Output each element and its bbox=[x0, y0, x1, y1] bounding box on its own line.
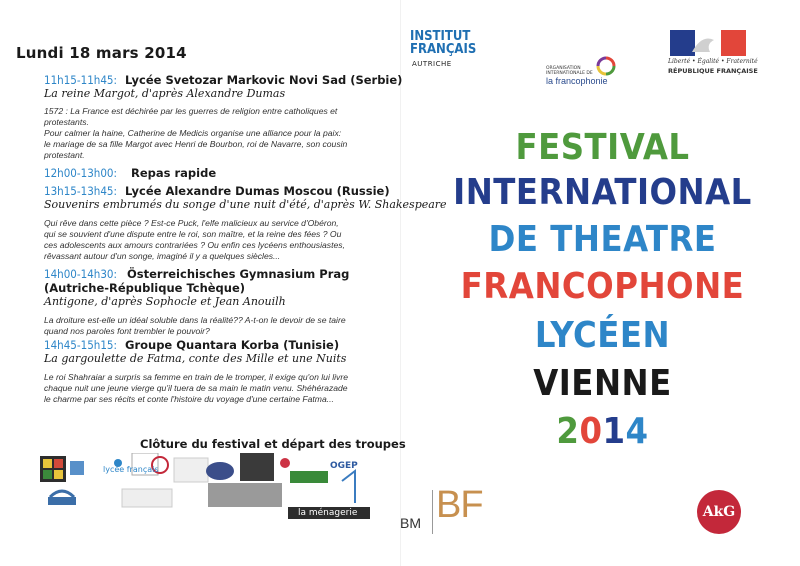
entry-time: 14h00-14h30: bbox=[44, 267, 117, 281]
akg-logo: AkG bbox=[697, 490, 741, 534]
title-year bbox=[405, 411, 800, 452]
francophonie-logo-text: la francophonie bbox=[546, 76, 608, 86]
entry-time: 11h15-11h45: bbox=[44, 73, 117, 87]
entry-play: La gargoulette de Fatma, conte des Mille et une Nuits bbox=[44, 352, 347, 365]
title-line-theatre: DE THEATRE bbox=[488, 219, 717, 260]
bm-logo: BM bbox=[400, 515, 421, 531]
program-entry-4 bbox=[44, 267, 349, 337]
program-entry-1 bbox=[44, 73, 402, 161]
entry-time: 13h15-13h45: bbox=[44, 184, 117, 198]
program-entry-3 bbox=[44, 184, 447, 262]
entry-description: Le roi Shahraiar a surpris sa femme en train de le tromper, il exige qu'on lui livre chaque nuit une jeune vierge qu'il tuera de sa main le matin venu. Shéhérazade le charme par ses récits et conte l'histoire du voyage d'une certaine Fatma... bbox=[44, 372, 348, 404]
title-line-international: INTERNATIONAL bbox=[453, 172, 752, 213]
francophonie-org: ORGANISATION INTERNATIONALE DE bbox=[546, 66, 593, 76]
entry-school: Groupe Quantara Korba (Tunisie) bbox=[125, 338, 340, 352]
sponsor-logos bbox=[40, 453, 380, 523]
entry-play: Souvenirs embrumés du songe d'une nuit d'été, d'après W. Shakespeare bbox=[44, 198, 447, 211]
entry-play: La reine Margot, d'après Alexandre Dumas bbox=[44, 87, 286, 100]
entry-description: 1572 : La France est déchirée par les guerres de religion entre catholiques et protestants. Pour calmer la haine, Catherine de Medicis organise une alliance pour la paix: le mariage de sa fille Margot avec Henri de Bourbon, roi de Navarre, son cousin protestant. bbox=[44, 106, 348, 160]
institut-francais-logo: INSTITUT FRANÇAIS bbox=[410, 29, 477, 57]
bf-logo: BF bbox=[436, 484, 483, 526]
entry-school: Lycée Svetozar Markovic Novi Sad (Serbie) bbox=[125, 73, 403, 87]
title-line-francophone: FRANCOPHONE bbox=[460, 266, 745, 307]
year-digit: 0 bbox=[579, 411, 603, 452]
sponsor-ogep: OGEP bbox=[330, 461, 358, 471]
entry-description: Qui rêve dans cette pièce ? Est-ce Puck, l'elfe malicieux au service d'Obéron, qui se souvient d'une dispute entre le roi, son maître, et la reine des fées ? Ou ces adolescents aux amours contrariées ? Ou enfin ces lycéens enthousiastes, rêvassant autour d'un songe, imaginé il y a quelques siècles... bbox=[44, 218, 345, 261]
title-line-vienne: VIENNE bbox=[533, 363, 672, 404]
entry-school: Lycée Alexandre Dumas Moscou (Russie) bbox=[125, 184, 390, 198]
closing-text: Clôture du festival et départ des troupes bbox=[140, 437, 406, 451]
republique-motto: Liberté • Égalité • Fraternité bbox=[668, 58, 758, 65]
program-entry-5 bbox=[44, 338, 348, 405]
program-entry-2 bbox=[44, 166, 216, 180]
program-date: Lundi 18 mars 2014 bbox=[16, 44, 187, 62]
entry-time: 14h45-15h15: bbox=[44, 338, 117, 352]
republique-francaise-flag-icon bbox=[670, 30, 746, 56]
title-line-festival: FESTIVAL bbox=[515, 127, 690, 168]
year-digit: 2 bbox=[556, 411, 580, 452]
entry-description: La droiture est-elle un idéal soluble dans la réalité?? A-t-on le devoir de se taire quand nos paroles font trembler le pouvoir? bbox=[44, 315, 346, 336]
year-digit: 1 bbox=[602, 411, 626, 452]
entry-school: Repas rapide bbox=[131, 166, 217, 180]
year-digit: 4 bbox=[625, 411, 649, 452]
title-line-lyceen: LYCÉEN bbox=[534, 315, 671, 356]
bm-divider bbox=[432, 490, 433, 534]
entry-play: Antigone, d'après Sophocle et Jean Anouilh bbox=[44, 295, 286, 308]
entry-time: 12h00-13h00: bbox=[44, 166, 117, 180]
republique-name: RÉPUBLIQUE FRANÇAISE bbox=[668, 67, 758, 75]
sponsor-lycee: lycée français bbox=[103, 465, 159, 474]
entry-school: Österreichisches Gymnasium Prag bbox=[127, 267, 350, 281]
entry-school-country: (Autriche-République Tchèque) bbox=[44, 281, 246, 295]
sponsor-menagerie: la ménagerie bbox=[298, 508, 358, 518]
institut-francais-subtitle: AUTRICHE bbox=[412, 60, 452, 68]
